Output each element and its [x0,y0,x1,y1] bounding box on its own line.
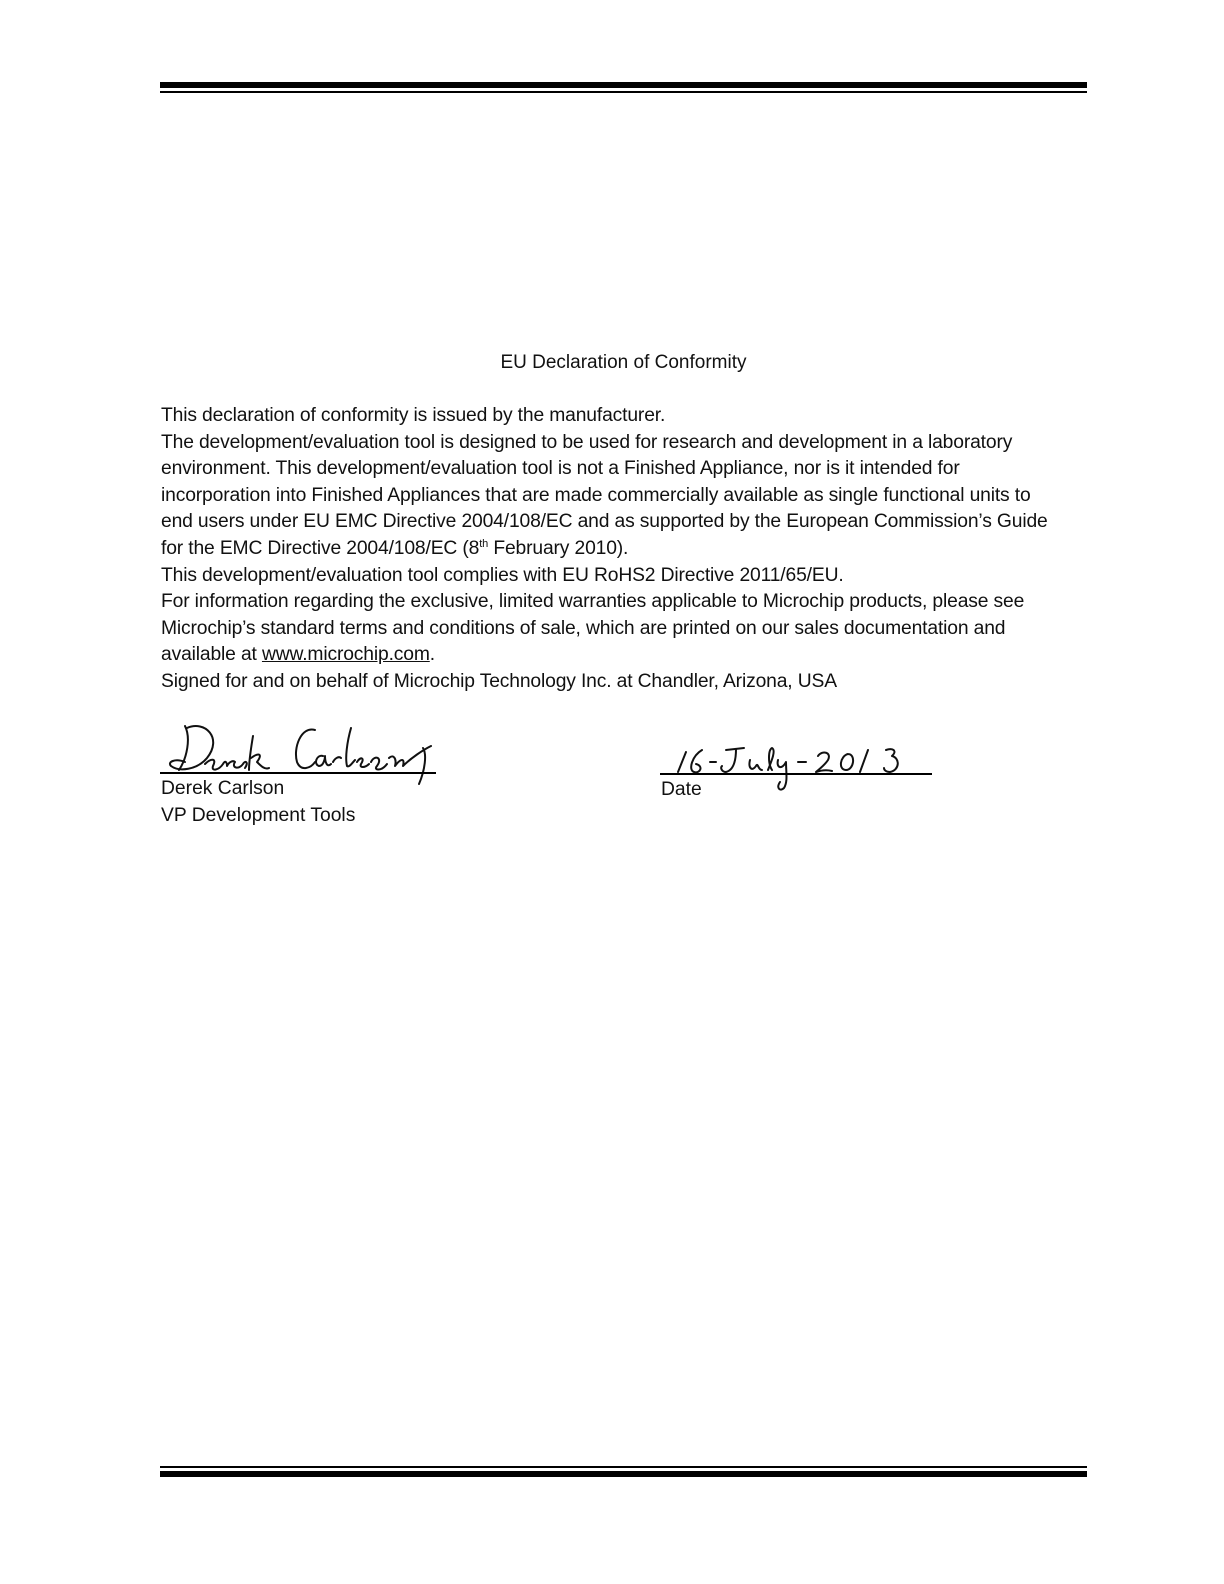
body-line: This development/evaluation tool complies with EU RoHS2 Directive 2011/65/EU. [161,564,844,586]
body-text-fragment: February 2010). [488,537,629,559]
microchip-website-link[interactable]: www.microchip.com [261,644,430,666]
date-label: Date [661,779,702,800]
handwritten-date [672,742,942,802]
body-line: Microchip’s standard terms and conditions of sale, which are printed on our sales documentation and [161,617,1006,639]
body-text-fragment: for the EMC Directive 2004/108/EC (8 [161,537,480,559]
date-line [660,773,932,775]
body-line: This declaration of conformity is issued by the manufacturer. [161,405,666,426]
header-rule-thick [160,82,1087,88]
ordinal-suffix: th [479,537,489,550]
footer-rule-thin [160,1466,1087,1468]
body-line [161,536,1091,563]
signer-name: Derek Carlson [161,778,285,799]
body-line: end users under EU EMC Directive 2004/108/EC and as supported by the European Commission’s Guide [161,511,1048,533]
body-text-fragment: available at [161,644,262,666]
body-line [161,642,1091,669]
header-rule-thin [160,91,1087,93]
body-text-fragment: . [429,644,435,666]
signature-line [160,772,436,774]
signer-title: VP Development Tools [161,805,356,826]
footer-rule-thick [160,1471,1087,1477]
document-title: EU Declaration of Conformity [500,352,747,373]
body-line: For information regarding the exclusive, limited warranties applicable to Microchip products, please see [161,591,1025,613]
body-line: environment. This development/evaluation tool is not a Finished Appliance, nor is it intended for [161,458,960,480]
body-line: incorporation into Finished Appliances that are made commercially available as single functional units to [161,484,1031,506]
body-line: Signed for and on behalf of Microchip Technology Inc. at Chandler, Arizona, USA [161,670,837,692]
declaration-body [161,403,1091,696]
body-line: The development/evaluation tool is designed to be used for research and development in a laboratory [161,431,1013,453]
